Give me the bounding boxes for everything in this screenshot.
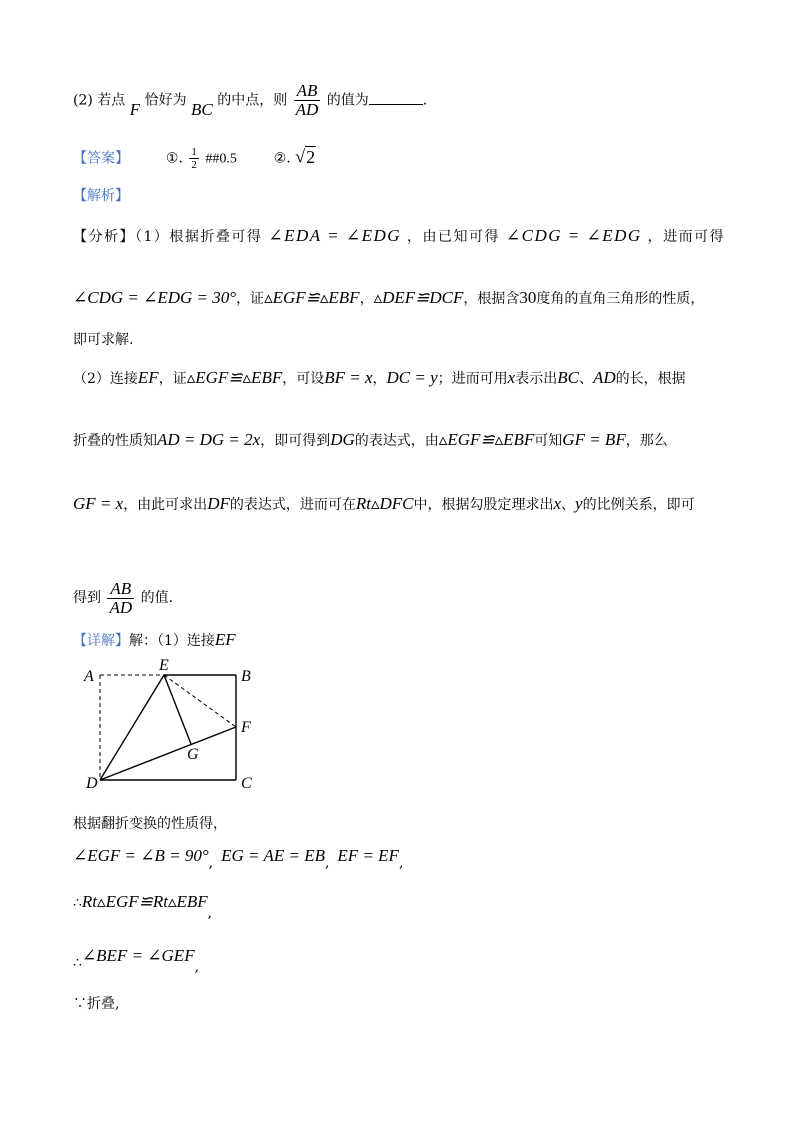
label-c: C bbox=[241, 775, 252, 790]
label-a: A bbox=[84, 668, 94, 685]
detail-line-1: 根据翻折变换的性质得， bbox=[73, 816, 227, 832]
analysis-line-6: GF = x，由此可求出DF的表达式，进而可在Rt▵DFC中，根据勾股定理求出x、y的比例关系，即可 bbox=[73, 494, 695, 513]
analysis-line-1: 【分析】（1）根据折叠可得 ∠EDA = ∠EDG ，由已知可得 ∠CDG = ∠EDG ，进而可得 bbox=[73, 226, 726, 245]
point-f: F bbox=[129, 99, 141, 119]
segment-bc: BC bbox=[191, 99, 213, 119]
analysis-line-7: 得到 $\frac{AB}{AD}$ 的值. bbox=[73, 578, 174, 617]
detail-line-4: ∴∠BEF = ∠GEF, bbox=[73, 946, 200, 975]
analysis-label: 【解析】 bbox=[73, 188, 129, 204]
label-e: E bbox=[159, 657, 169, 674]
label-f: F bbox=[241, 719, 251, 736]
fraction-ab-ad: $\frac{AB}{AD}$ bbox=[295, 81, 319, 119]
analysis-line-3: 即可求解. bbox=[73, 332, 134, 348]
question-2: (2) 若点 F 恰好为 BC 的中点，则 $\frac{AB}{AD}$ 的值为 . bbox=[73, 81, 428, 119]
analysis-line-5: 折叠的性质知AD = DG = 2x，即可得到DG的表达式，由▵EGF≌▵EBF可知GF = BF，那么 bbox=[73, 430, 668, 449]
geometry-figure bbox=[80, 655, 270, 790]
label-d: D bbox=[86, 775, 98, 790]
label-g: G bbox=[187, 746, 199, 763]
analysis-line-4: （2）连接EF，证▵EGF≌▵EBF，可设BF = x，DC = y；进而可用x表示出BC、AD的长，根据 bbox=[73, 368, 686, 387]
answer-label: 【答案】 bbox=[73, 150, 129, 167]
fraction-ab-ad-2: $\frac{AB}{AD}$ bbox=[109, 578, 133, 617]
detail-line-2: ∠EGF = ∠B = 90°, EG = AE = EB, EF = EF, bbox=[73, 846, 404, 871]
detail-label: 【详解】 bbox=[73, 633, 129, 649]
detail-line-5: ∵折叠, bbox=[73, 996, 120, 1012]
detail-row: 【详解】解：（1）连接EF bbox=[73, 630, 236, 649]
sqrt-two: √2 bbox=[295, 146, 316, 167]
segment-df bbox=[100, 727, 236, 780]
label-b: B bbox=[241, 668, 251, 685]
detail-line-3: ∴Rt▵EGF≌Rt▵EBF, bbox=[73, 892, 213, 921]
answer-fraction: $\frac{1}{2}$ bbox=[191, 146, 197, 171]
analysis-line-2: ∠CDG = ∠EDG = 30°，证▵EGF≌▵EBF，▵DEF≌DCF，根据含30度角的直角三角形的性质， bbox=[73, 288, 705, 307]
answer-blank bbox=[369, 90, 423, 105]
segment-de bbox=[100, 675, 164, 780]
answer-row: 【答案】 ①. $\frac{1}{2}$ ##0.5 ②. √2 bbox=[73, 146, 316, 171]
